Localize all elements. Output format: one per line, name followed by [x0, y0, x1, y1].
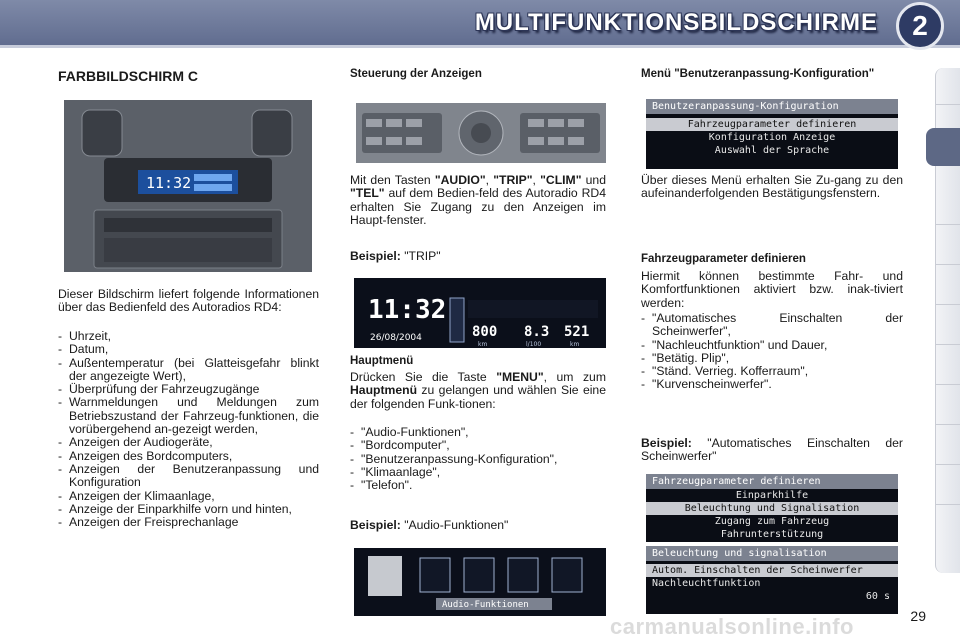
svg-text:8.3: 8.3 [524, 324, 550, 340]
menu-row: Auswahl der Sprache [714, 145, 830, 156]
section-heading-steuerung: Steuerung der Anzeigen [350, 68, 482, 80]
list-item: - "Benutzeranpassung-Konfiguration", [350, 453, 610, 466]
list-item: - "Audio-Funktionen", [350, 426, 610, 439]
menu-row: Einparkhilfe [735, 490, 809, 501]
menu-row: Konfiguration Anzeige [708, 132, 836, 143]
list-item: - Datum, [58, 343, 319, 356]
list-item: - Warnmeldungen und Meldungen zum Betriebszustand der Fahrzeug-funktionen, die vorübergehend an-gezeigt werden, [58, 396, 319, 436]
menu-row: Fahrunterstützung [720, 529, 824, 540]
header-divider [0, 45, 960, 48]
list-item: - "Klimaanlage", [350, 466, 610, 479]
list-item: - Anzeigen der Freisprechanlage [58, 516, 319, 529]
photo-clock-text: 11:32 [146, 174, 192, 192]
list-item: - Außentemperatur (bei Glatteisgefahr blinkt der angezeigte Wert), [58, 357, 319, 384]
section-heading-menu-benutzeranpassung: Menü "Benutzeranpassung-Konfiguration" [641, 68, 875, 80]
list-item: - Anzeigen des Bordcomputers, [58, 450, 319, 463]
svg-text:Audio-Funktionen: Audio-Funktionen [442, 600, 529, 610]
list-item: - Anzeigen der Klimaanlage, [58, 490, 319, 503]
svg-text:26/08/2004: 26/08/2004 [370, 333, 422, 343]
col2-item-list [350, 426, 610, 492]
menu-row: Autom. Einschalten der Scheinwerfer [646, 564, 898, 577]
list-item: - Anzeigen der Audiogeräte, [58, 436, 319, 449]
col1-intro: Dieser Bildschirm liefert folgende Informationen über das Bedienfeld des Autoradios RD4: [58, 287, 319, 315]
main-menu-illustration [354, 548, 606, 616]
trip-display-screen [354, 278, 606, 348]
menu-row: Nachleuchtfunktion [652, 578, 761, 589]
example-audio: Beispiel: "Audio-Funktionen" [350, 518, 509, 532]
svg-text:11:32: 11:32 [368, 295, 447, 325]
col2-paragraph-2: Drücken Sie die Taste "MENU", um zum Hauptmenü zu gelangen und wählen Sie eine der folgenden Funk-tionen: [350, 370, 606, 411]
list-item: - "Telefon". [350, 479, 610, 492]
active-chapter-tab [926, 128, 960, 166]
menu-screen-benutzeranpassung: Benutzeranpassung-Konfiguration Fahrzeugparameter definieren Konfiguration Anzeige Auswahl der Sprache [646, 99, 898, 169]
col3-item-list [641, 312, 903, 392]
watermark: carmanualsonline.info [610, 614, 854, 639]
example-scheinwerfer: Beispiel: "Automatisches Einschalten der Scheinwerfer" [641, 436, 903, 464]
example-trip: Beispiel: "TRIP" [350, 249, 441, 263]
col1-item-list [58, 330, 319, 529]
col2-paragraph-1: Mit den Tasten "AUDIO", "TRIP", "CLIM" und "TEL" auf dem Bedien-feld des Autoradio RD4 erhalten Sie Zugang zu den Anzeigen im Haupt-fenster. [350, 173, 606, 227]
radio-panel-illustration [356, 103, 606, 163]
section-heading-hauptmenu: Hauptmenü [350, 355, 414, 367]
duration-value: 60 s [865, 591, 890, 602]
svg-text:km: km [570, 341, 580, 348]
main-menu-screen [354, 548, 606, 616]
svg-text:l/100: l/100 [526, 341, 542, 348]
list-item: - "Nachleuchtfunktion" und Dauer, [641, 339, 903, 352]
menu-row: Zugang zum Fahrzeug [714, 516, 830, 527]
list-item: - Anzeige der Einparkhilfe vorn und hinten, [58, 503, 319, 516]
list-item: - "Betätig. Plip", [641, 352, 903, 365]
radio-panel-photo [356, 103, 606, 163]
page-title: MULTIFUNKTIONSBILDSCHIRME [474, 9, 878, 36]
list-item: - Anzeigen der Benutzeranpassung und Konfiguration [58, 463, 319, 490]
list-item: - Überprüfung der Fahrzeugzugänge [58, 383, 319, 396]
menu-screen-beleuchtung: Beleuchtung und signalisation Autom. Einschalten der Scheinwerfer Nachleuchtfunktion 60 s [646, 546, 898, 614]
section-heading-fahrzeugparameter: Fahrzeugparameter definieren [641, 253, 806, 265]
col3-paragraph-2: Hiermit können bestimmte Fahr- und Komfortfunktionen aktiviert bzw. inak-tiviert werden: [641, 269, 903, 310]
menu-row: Beleuchtung und Signalisation [646, 502, 898, 515]
page-number: 29 [910, 608, 926, 624]
menu-screen-fahrzeugparameter: Fahrzeugparameter definieren Einparkhilfe Beleuchtung und Signalisation Zugang zum Fahrzeug Fahrunterstützung [646, 474, 898, 542]
section-heading-farbbildschirm: FARBBILDSCHIRM C [58, 68, 198, 84]
list-item: - "Automatisches Einschalten der Scheinwerfer", [641, 312, 903, 339]
trip-display-illustration [354, 278, 606, 348]
dashboard-illustration [64, 100, 312, 272]
svg-text:800: 800 [472, 324, 498, 340]
col3-paragraph-1: Über dieses Menü erhalten Sie Zu-gang zu den aufeinanderfolgenden Bestätigungsfenstern. [641, 173, 903, 201]
menu-row: Fahrzeugparameter definieren [646, 118, 898, 131]
svg-text:521: 521 [564, 324, 590, 340]
chapter-badge: 2 [896, 2, 944, 50]
list-item: - "Kurvenscheinwerfer". [641, 378, 903, 391]
list-item: - "Ständ. Verrieg. Kofferraum", [641, 365, 903, 378]
dashboard-photo [64, 100, 312, 272]
list-item: - "Bordcomputer", [350, 439, 610, 452]
svg-text:km: km [478, 341, 488, 348]
list-item: - Uhrzeit, [58, 330, 319, 343]
